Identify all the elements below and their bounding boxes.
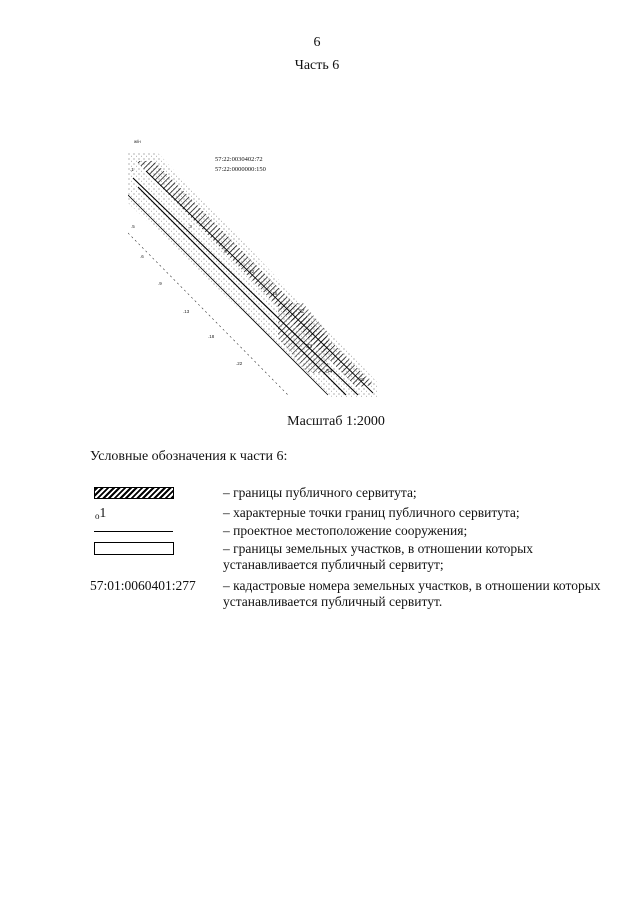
svg-text:.31: .31 bbox=[358, 377, 365, 382]
rectangle-icon bbox=[94, 542, 174, 555]
svg-text:.3: .3 bbox=[188, 224, 192, 229]
part-title: Часть 6 bbox=[294, 58, 340, 73]
legend-symbol bbox=[90, 505, 220, 523]
legend-description: – границы земельных участков, в отношении которых устанавливается публичный сервитут; bbox=[223, 541, 533, 572]
legend-symbol bbox=[90, 541, 220, 559]
svg-text:.1: .1 bbox=[130, 167, 134, 172]
legend-symbol bbox=[90, 578, 220, 596]
servitude-strip bbox=[136, 161, 374, 387]
cadastral-number-sample: 57:01:0060401:277 bbox=[90, 578, 196, 593]
svg-text:.6: .6 bbox=[140, 254, 144, 259]
svg-text:ж/н: ж/н bbox=[134, 139, 141, 144]
map-cadastral-label-1: 57:22:0030402:72 bbox=[215, 156, 263, 163]
cadastral-map bbox=[128, 133, 388, 403]
parcel-label-34: 34 bbox=[326, 369, 332, 375]
legend-symbol bbox=[90, 523, 220, 541]
legend-description: – характерные точки границ публичного сервитута; bbox=[223, 505, 520, 520]
map-drawing bbox=[128, 133, 388, 403]
hatch-box-icon bbox=[94, 487, 174, 499]
svg-text:.9: .9 bbox=[158, 281, 162, 286]
legend-description: – проектное местоположение сооружения; bbox=[223, 523, 468, 538]
point-marker-icon: o1 bbox=[95, 505, 107, 521]
parcel-label-32: 32 bbox=[298, 309, 304, 315]
legend-description: – кадастровые номера земельных участков, в отношении которых устанавливается публичный сервитут. bbox=[223, 578, 601, 609]
svg-text:.12: .12 bbox=[248, 269, 255, 274]
svg-text:.8: .8 bbox=[223, 249, 227, 254]
legend-description: – границы публичного сервитута; bbox=[223, 485, 417, 500]
map-cadastral-label-2: 57:22:0000000:150 bbox=[215, 166, 266, 173]
point-number: 1 bbox=[99, 505, 107, 520]
solid-line-icon bbox=[94, 531, 173, 532]
legend-title: Условные обозначения к части 6: bbox=[90, 449, 288, 464]
svg-text:.22: .22 bbox=[236, 361, 243, 366]
parcel-label-33: 33 bbox=[306, 344, 312, 350]
svg-text:.15: .15 bbox=[271, 291, 278, 296]
map-scale: Масштаб 1:2000 bbox=[287, 414, 385, 429]
svg-text:.5: .5 bbox=[131, 224, 135, 229]
svg-text:.18: .18 bbox=[208, 334, 215, 339]
legend-symbol bbox=[90, 485, 220, 503]
page-number: 6 bbox=[313, 35, 321, 50]
svg-text:.13: .13 bbox=[183, 309, 190, 314]
